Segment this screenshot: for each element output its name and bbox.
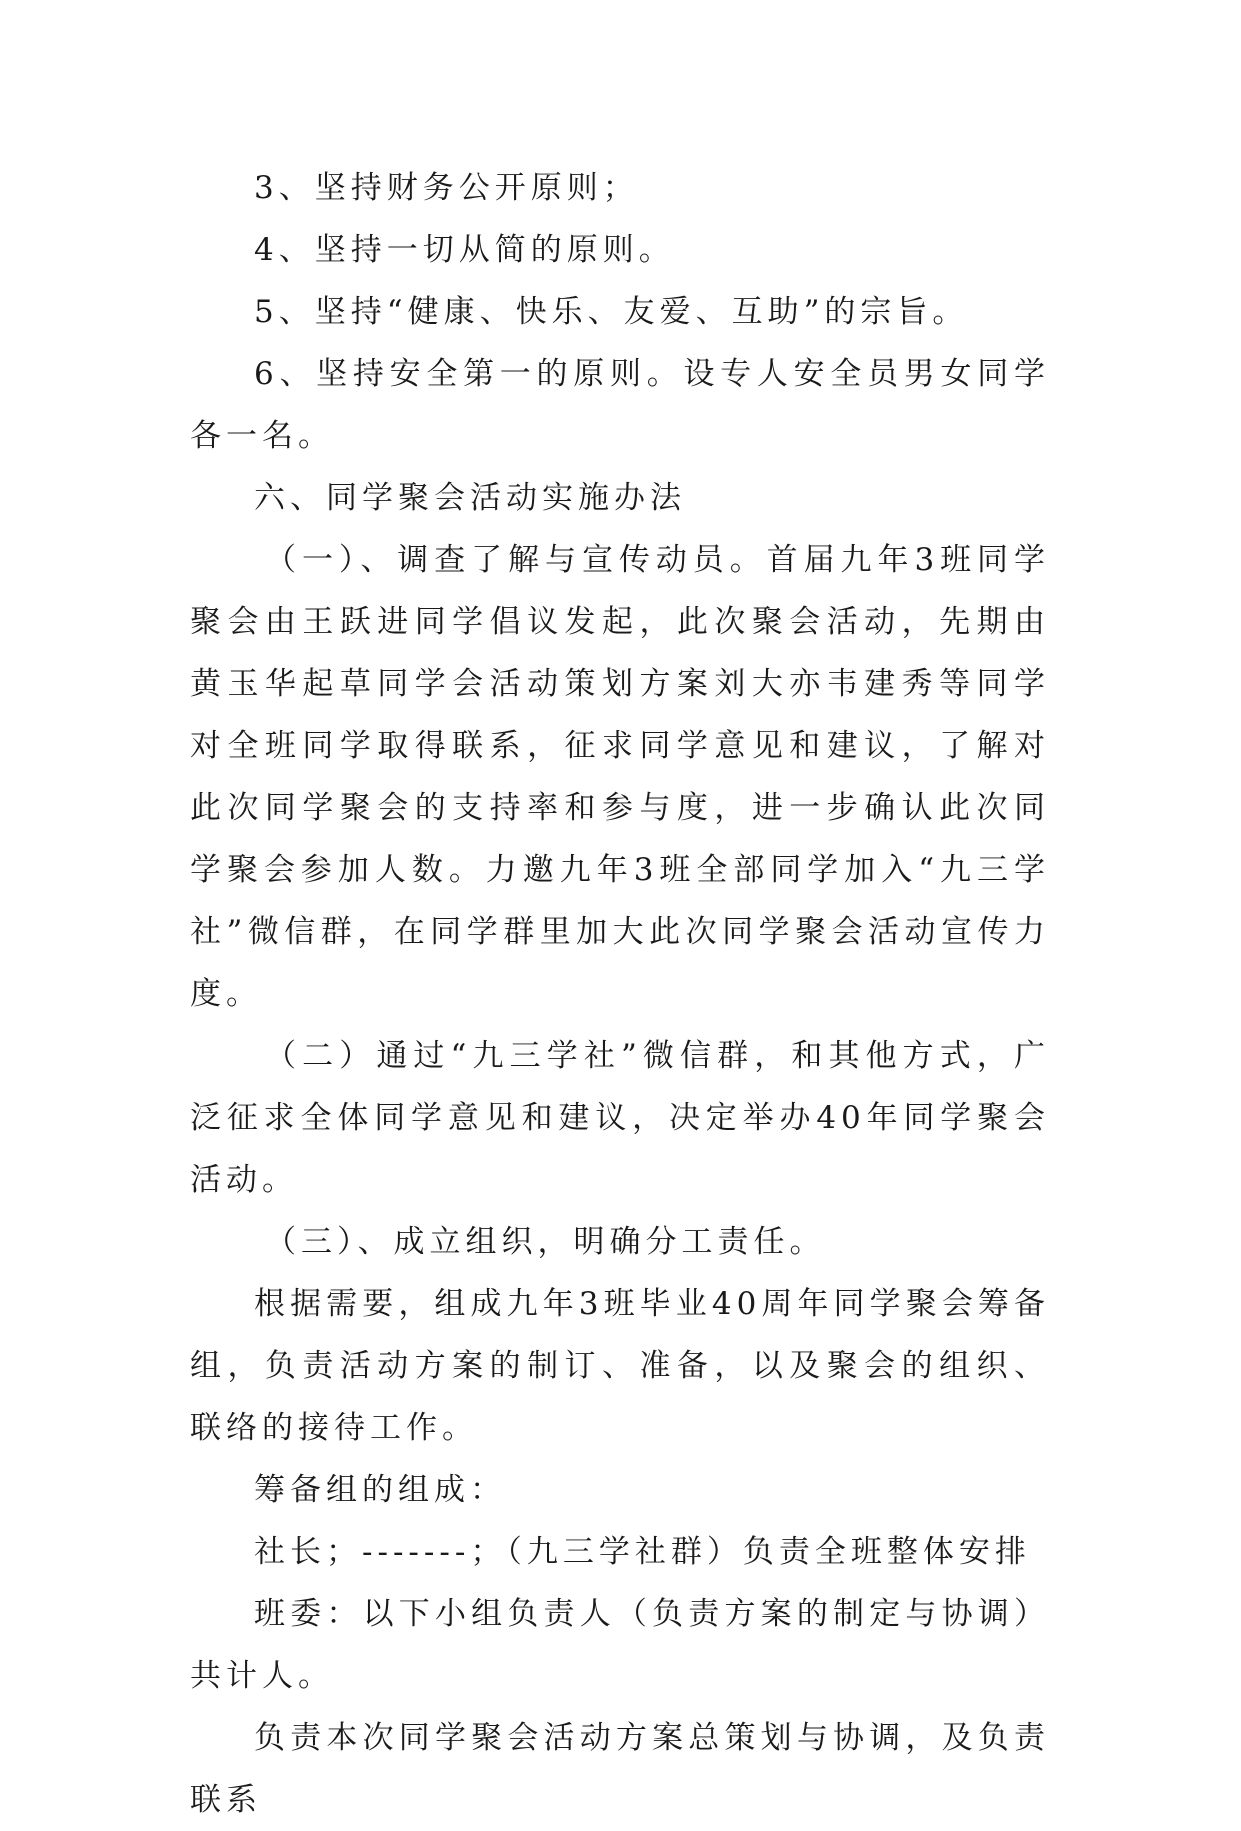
- paragraph-step-2: （二）通过“九三学社”微信群，和其他方式，广泛征求全体同学意见和建议，决定举办40年同学聚会活动。: [190, 1038, 1050, 1198]
- paragraph-principle-6: 6、坚持安全第一的原则。设专人安全员男女同学各一名。: [190, 356, 1050, 454]
- paragraph-principle-3: 3、坚持财务公开原则；: [254, 170, 639, 206]
- paragraph-committee-heading: 筹备组的组成：: [254, 1472, 506, 1508]
- paragraph-committee-formation: 根据需要，组成九年3班毕业40周年同学聚会筹备组，负责活动方案的制订、准备，以及聚会的组织、联络的接待工作。: [190, 1286, 1050, 1446]
- paragraph-principle-5: 5、坚持“健康、快乐、友爱、互助”的宗旨。: [254, 294, 969, 330]
- section-heading-6: 六、同学聚会活动实施办法: [254, 480, 686, 516]
- paragraph-planning-lead: 负责本次同学聚会活动方案总策划与协调，及负责联系: [190, 1720, 1050, 1818]
- document-body: [190, 157, 1050, 1831]
- paragraph-president: 社长；-------；（九三学社群）负责全班整体安排: [254, 1534, 1031, 1570]
- paragraph-class-committee: 班委：以下小组负责人（负责方案的制定与协调）共计人。: [190, 1596, 1050, 1694]
- paragraph-principle-4: 4、坚持一切从简的原则。: [254, 232, 675, 268]
- paragraph-step-3: （三）、成立组织，明确分工责任。: [265, 1224, 826, 1260]
- paragraph-step-1: （一）、调查了解与宣传动员。首届九年3班同学聚会由王跃进同学倡议发起，此次聚会活动，先期由黄玉华起草同学会活动策划方案刘大亦韦建秀等同学对全班同学取得联系，征求同学意见和建议，了解对此次同学聚会的支持率和参与度，进一步确认此次同学聚会参加人数。力邀九年3班全部同学加入“九三学社”微信群，在同学群里加大此次同学聚会活动宣传力度。: [190, 542, 1050, 1012]
